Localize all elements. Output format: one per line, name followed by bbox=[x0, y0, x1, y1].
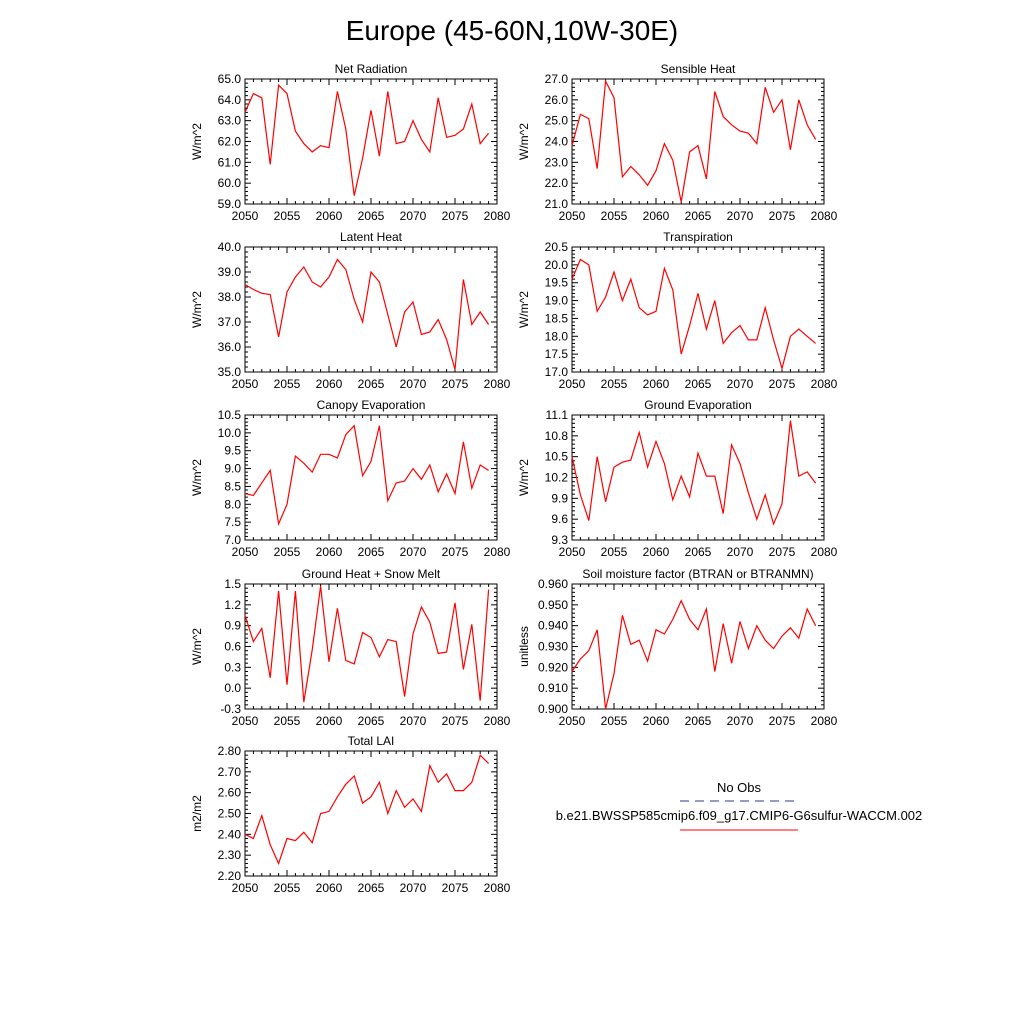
x-tick-label: 2060 bbox=[642, 714, 670, 728]
y-tick-label: 61.0 bbox=[217, 155, 241, 170]
y-tick-label: 59.0 bbox=[217, 197, 241, 211]
x-tick-label: 2070 bbox=[399, 714, 427, 728]
plot-frame bbox=[245, 79, 497, 204]
y-tick-label: 10.5 bbox=[544, 449, 568, 464]
x-tick-label: 2055 bbox=[273, 714, 301, 728]
legend-label-model: b.e21.BWSSP585cmip6.f09_g17.CMIP6-G6sulfur-WACCM.002 bbox=[555, 808, 923, 823]
y-tick-label: 19.5 bbox=[544, 275, 568, 290]
y-tick-label: 21.0 bbox=[544, 197, 568, 211]
y-tick-label: 9.5 bbox=[224, 443, 241, 458]
y-tick-label: 0.940 bbox=[537, 618, 568, 633]
x-tick-label: 2065 bbox=[684, 545, 712, 559]
x-tick-label: 2075 bbox=[441, 209, 469, 223]
y-axis-label: unitless bbox=[517, 626, 531, 667]
plot-frame bbox=[245, 415, 497, 540]
y-tick-label: 0.930 bbox=[537, 639, 568, 654]
y-tick-label: 9.6 bbox=[551, 512, 568, 527]
plot-frame bbox=[572, 415, 824, 540]
series-line bbox=[245, 586, 489, 702]
y-tick-label: 2.80 bbox=[217, 744, 241, 758]
x-tick-label: 2070 bbox=[726, 209, 754, 223]
y-tick-label: 1.5 bbox=[224, 577, 241, 591]
page-title: Europe (45-60N,10W-30E) bbox=[345, 15, 679, 46]
x-tick-label: 2060 bbox=[315, 545, 343, 559]
x-tick-label: 2080 bbox=[483, 545, 511, 559]
x-tick-label: 2060 bbox=[642, 545, 670, 559]
x-tick-label: 2075 bbox=[768, 377, 796, 391]
y-tick-label: 2.20 bbox=[217, 869, 241, 883]
x-tick-label: 2080 bbox=[810, 209, 838, 223]
x-tick-label: 2070 bbox=[726, 714, 754, 728]
y-axis-label: W/m^2 bbox=[190, 459, 204, 496]
y-tick-label: 10.8 bbox=[544, 428, 568, 443]
y-tick-label: 8.5 bbox=[224, 479, 241, 494]
x-tick-label: 2065 bbox=[357, 377, 385, 391]
y-tick-label: 2.30 bbox=[217, 848, 241, 863]
y-tick-label: 62.0 bbox=[217, 134, 241, 149]
y-axis-label: W/m^2 bbox=[190, 628, 204, 665]
y-tick-label: 18.0 bbox=[544, 329, 568, 344]
x-tick-label: 2050 bbox=[558, 714, 586, 728]
plot-frame bbox=[245, 751, 497, 876]
y-axis-label: W/m^2 bbox=[190, 291, 204, 328]
y-tick-label: 8.0 bbox=[224, 497, 241, 512]
chart-panel-1 bbox=[517, 62, 838, 223]
y-tick-label: 20.0 bbox=[544, 257, 568, 272]
x-tick-label: 2075 bbox=[441, 881, 469, 895]
x-tick-label: 2070 bbox=[399, 377, 427, 391]
y-tick-label: 0.6 bbox=[224, 639, 241, 654]
y-tick-label: 17.0 bbox=[544, 365, 568, 379]
y-tick-label: 63.0 bbox=[217, 113, 241, 128]
chart-title: Ground Evaporation bbox=[644, 398, 752, 412]
x-tick-label: 2050 bbox=[558, 209, 586, 223]
x-tick-label: 2065 bbox=[357, 881, 385, 895]
y-tick-label: 1.2 bbox=[224, 597, 241, 612]
x-tick-label: 2080 bbox=[810, 377, 838, 391]
x-tick-label: 2060 bbox=[642, 209, 670, 223]
y-tick-label: 2.40 bbox=[217, 827, 241, 842]
series-line bbox=[245, 85, 489, 196]
x-tick-label: 2050 bbox=[231, 881, 259, 895]
x-tick-label: 2075 bbox=[441, 714, 469, 728]
x-tick-label: 2050 bbox=[231, 545, 259, 559]
x-tick-label: 2080 bbox=[810, 714, 838, 728]
y-tick-label: 64.0 bbox=[217, 92, 241, 107]
x-tick-label: 2065 bbox=[684, 377, 712, 391]
chart-panel-7 bbox=[517, 567, 838, 728]
series-line bbox=[572, 601, 816, 709]
y-tick-label: 0.900 bbox=[537, 702, 568, 716]
chart-title: Soil moisture factor (BTRAN or BTRANMN) bbox=[582, 567, 814, 581]
x-tick-label: 2055 bbox=[600, 545, 628, 559]
y-tick-label: 35.0 bbox=[217, 365, 241, 379]
legend-label-obs: No Obs bbox=[716, 780, 762, 795]
y-tick-label: 60.0 bbox=[217, 176, 241, 191]
x-tick-label: 2065 bbox=[357, 209, 385, 223]
x-tick-label: 2065 bbox=[684, 714, 712, 728]
x-tick-label: 2075 bbox=[441, 545, 469, 559]
y-tick-label: 10.5 bbox=[217, 408, 241, 422]
chart-title: Transpiration bbox=[663, 230, 733, 244]
y-tick-label: 0.950 bbox=[537, 597, 568, 612]
x-tick-label: 2060 bbox=[315, 881, 343, 895]
series-line bbox=[572, 260, 816, 369]
y-tick-label: 7.5 bbox=[224, 515, 241, 530]
plot-frame bbox=[572, 79, 824, 204]
y-tick-label: 37.0 bbox=[217, 315, 241, 329]
y-tick-label: 24.0 bbox=[544, 134, 568, 149]
y-axis-label: W/m^2 bbox=[517, 123, 531, 160]
x-tick-label: 2065 bbox=[357, 714, 385, 728]
y-tick-label: 9.9 bbox=[551, 491, 568, 506]
y-tick-label: 2.70 bbox=[217, 764, 241, 779]
y-axis-label: W/m^2 bbox=[517, 459, 531, 496]
y-tick-label: 22.0 bbox=[544, 176, 568, 191]
y-tick-label: 0.910 bbox=[537, 681, 568, 696]
x-tick-label: 2070 bbox=[726, 377, 754, 391]
chart-title: Sensible Heat bbox=[660, 62, 736, 76]
x-tick-label: 2080 bbox=[483, 881, 511, 895]
plot-frame bbox=[245, 247, 497, 372]
x-tick-label: 2065 bbox=[684, 209, 712, 223]
x-tick-label: 2070 bbox=[726, 545, 754, 559]
y-tick-label: 0.9 bbox=[224, 618, 241, 633]
chart-panel-4 bbox=[190, 398, 511, 559]
y-tick-label: 0.960 bbox=[537, 577, 568, 591]
y-tick-label: 18.5 bbox=[544, 311, 568, 326]
x-tick-label: 2080 bbox=[483, 209, 511, 223]
chart-panel-8 bbox=[190, 734, 511, 895]
y-tick-label: 7.0 bbox=[224, 533, 241, 547]
y-axis-label: m2/m2 bbox=[190, 795, 204, 832]
x-tick-label: 2060 bbox=[315, 209, 343, 223]
x-tick-label: 2080 bbox=[483, 714, 511, 728]
y-tick-label: 0.0 bbox=[224, 681, 241, 696]
x-tick-label: 2050 bbox=[558, 545, 586, 559]
x-tick-label: 2060 bbox=[315, 377, 343, 391]
chart-title: Latent Heat bbox=[339, 230, 403, 244]
x-tick-label: 2055 bbox=[273, 881, 301, 895]
x-tick-label: 2080 bbox=[483, 377, 511, 391]
x-tick-label: 2050 bbox=[231, 209, 259, 223]
x-tick-label: 2055 bbox=[600, 377, 628, 391]
chart-panel-2 bbox=[190, 230, 511, 391]
chart-panel-5 bbox=[517, 398, 838, 559]
x-tick-label: 2080 bbox=[810, 545, 838, 559]
y-tick-label: 17.5 bbox=[544, 347, 568, 362]
x-tick-label: 2050 bbox=[231, 377, 259, 391]
y-tick-label: 9.3 bbox=[551, 533, 568, 547]
y-tick-label: 2.60 bbox=[217, 785, 241, 800]
y-tick-label: 0.3 bbox=[224, 660, 241, 675]
x-tick-label: 2075 bbox=[768, 209, 796, 223]
y-tick-label: 27.0 bbox=[544, 72, 568, 86]
x-tick-label: 2070 bbox=[399, 209, 427, 223]
y-tick-label: 23.0 bbox=[544, 155, 568, 170]
x-tick-label: 2055 bbox=[600, 209, 628, 223]
x-tick-label: 2060 bbox=[315, 714, 343, 728]
plot-frame bbox=[245, 584, 497, 709]
y-tick-label: 65.0 bbox=[217, 72, 241, 86]
x-tick-label: 2070 bbox=[399, 881, 427, 895]
x-tick-label: 2055 bbox=[273, 377, 301, 391]
series-line bbox=[245, 260, 489, 370]
series-line bbox=[245, 426, 489, 524]
series-line bbox=[245, 755, 489, 863]
chart-title: Net Radiation bbox=[334, 62, 408, 76]
chart-title: Ground Heat + Snow Melt bbox=[301, 567, 441, 581]
x-tick-label: 2075 bbox=[441, 377, 469, 391]
x-tick-label: 2065 bbox=[357, 545, 385, 559]
y-tick-label: 2.50 bbox=[217, 806, 241, 821]
chart-title: Total LAI bbox=[347, 734, 395, 748]
x-tick-label: 2070 bbox=[399, 545, 427, 559]
y-tick-label: 26.0 bbox=[544, 92, 568, 107]
y-tick-label: 38.0 bbox=[217, 290, 241, 304]
y-tick-label: 10.2 bbox=[544, 470, 568, 485]
x-tick-label: 2055 bbox=[600, 714, 628, 728]
y-tick-label: 40.0 bbox=[217, 240, 241, 254]
series-line bbox=[572, 421, 816, 524]
y-axis-label: W/m^2 bbox=[517, 291, 531, 328]
chart-panel-0 bbox=[190, 62, 511, 223]
x-tick-label: 2050 bbox=[558, 377, 586, 391]
chart-panel-3 bbox=[517, 230, 838, 391]
y-tick-label: 19.0 bbox=[544, 293, 568, 308]
y-axis-label: W/m^2 bbox=[190, 123, 204, 160]
chart-title: Canopy Evaporation bbox=[316, 398, 426, 412]
series-line bbox=[572, 81, 816, 202]
chart-panels bbox=[190, 62, 838, 895]
y-tick-label: -0.3 bbox=[220, 702, 241, 716]
x-tick-label: 2060 bbox=[642, 377, 670, 391]
x-tick-label: 2055 bbox=[273, 545, 301, 559]
legend bbox=[556, 780, 923, 830]
chart-panel-6 bbox=[190, 567, 511, 728]
x-tick-label: 2075 bbox=[768, 714, 796, 728]
x-tick-label: 2050 bbox=[231, 714, 259, 728]
x-tick-label: 2055 bbox=[273, 209, 301, 223]
y-tick-label: 10.0 bbox=[217, 425, 241, 440]
y-tick-label: 39.0 bbox=[217, 265, 241, 279]
y-tick-label: 0.920 bbox=[537, 660, 568, 675]
y-tick-label: 36.0 bbox=[217, 340, 241, 354]
y-tick-label: 11.1 bbox=[545, 408, 568, 422]
y-tick-label: 9.0 bbox=[224, 461, 241, 476]
x-tick-label: 2075 bbox=[768, 545, 796, 559]
y-tick-label: 25.0 bbox=[544, 113, 568, 128]
y-tick-label: 20.5 bbox=[544, 240, 568, 254]
